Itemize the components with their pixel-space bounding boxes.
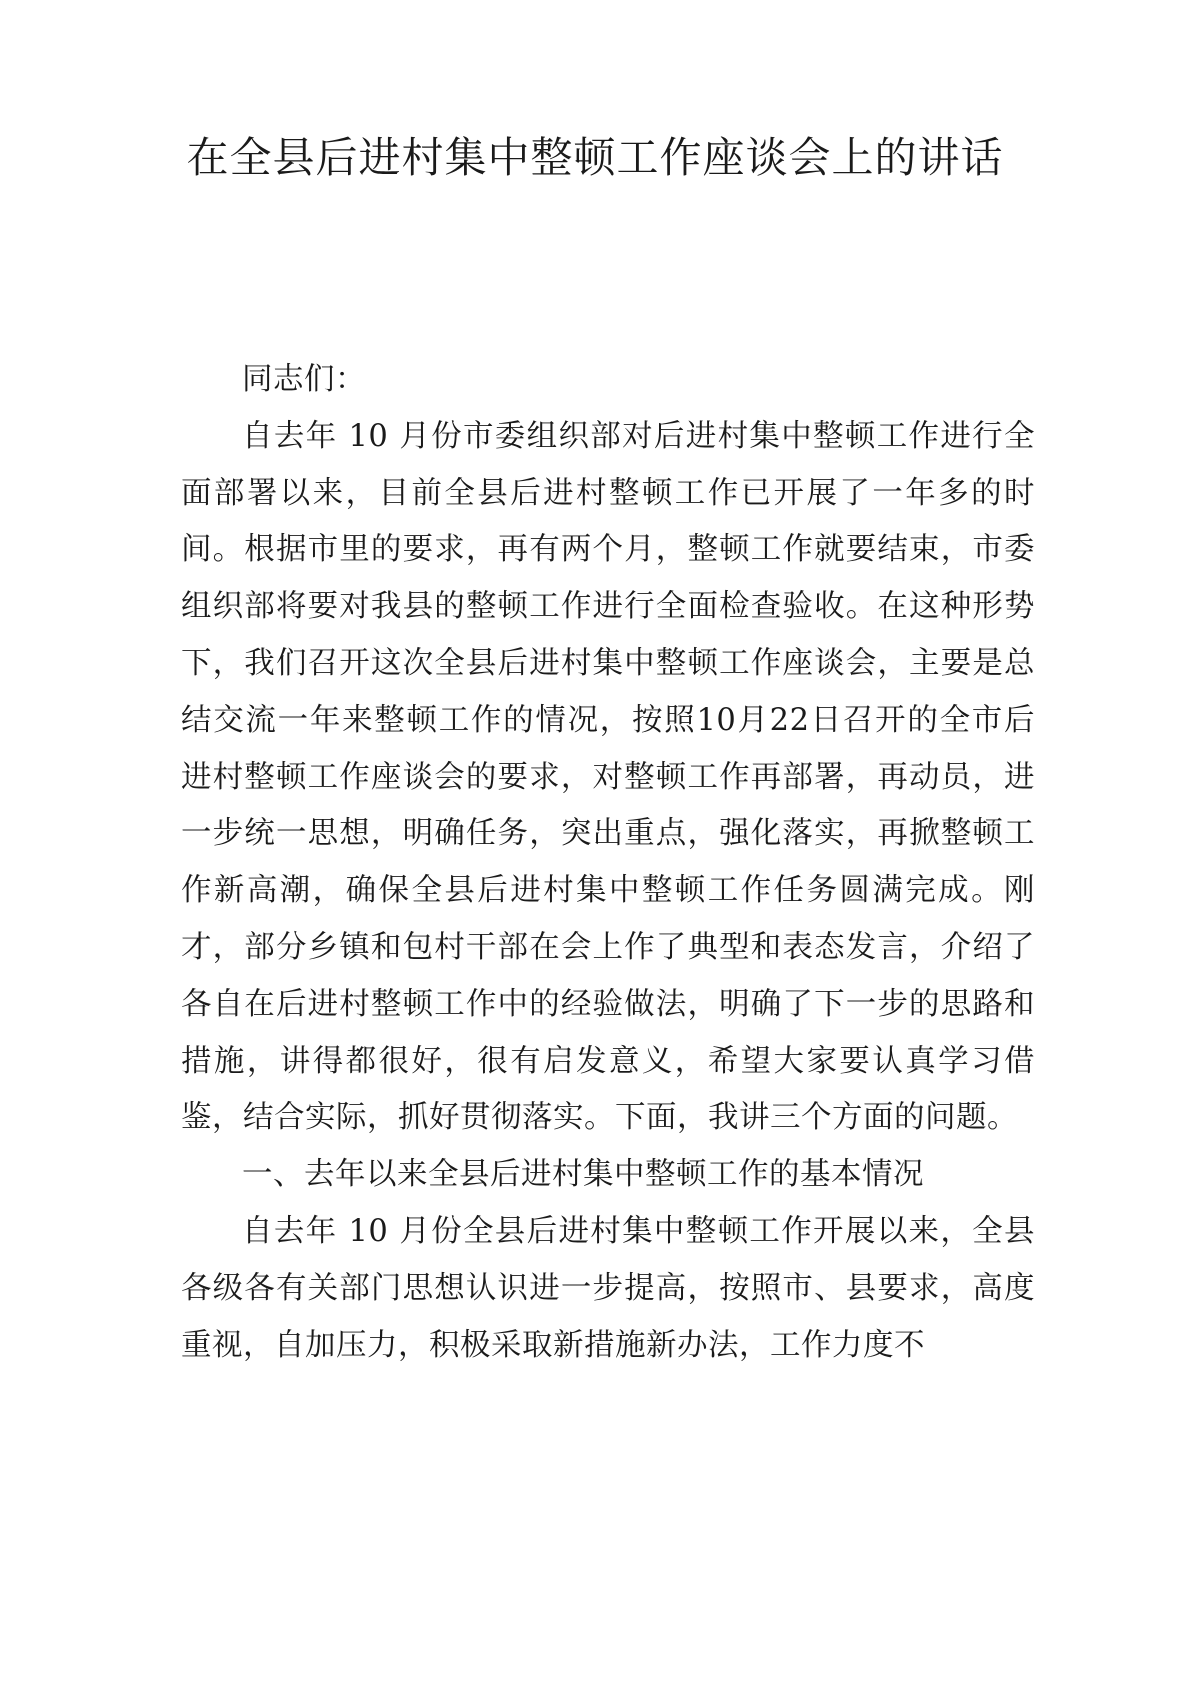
document-title: 在全县后进村集中整顿工作座谈会上的讲话: [186, 133, 1004, 182]
salutation-paragraph: 同志们：: [242, 362, 366, 397]
section-heading: 一、去年以来全县后进村集中整顿工作的基本情况: [242, 1157, 924, 1193]
section-paragraph: 自去年 10 月份全县后进村集中整顿工作开展以来，全县各级各有关部门思想认识进一步提高，按照市、县要求，高度重视，自加压力，积极采取新措施新办法，工作力度不: [181, 1213, 1035, 1363]
intro-paragraph: 自去年 10 月份市委组织部对后进村集中整顿工作进行全面部署以来，目前全县后进村整顿工作已开展了一年多的时间。根据市里的要求，再有两个月，整顿工作就要结束，市委组织部将要对我县的整顿工作进行全面检查验收。在这种形势下，我们召开这次全县后进村集中整顿工作座谈会，主要是总结交流一年来整顿工作的情况，按照10月22日召开的全市后进村整顿工作座谈会的要求，对整顿工作再部署，再动员，进一步统一思想，明确任务，突出重点，强化落实，再掀整顿工作新高潮，确保全县后进村集中整顿工作任务圆满完成。刚才，部分乡镇和包村干部在会上作了典型和表态发言，介绍了各自在后进村整顿工作中的经验做法，明确了下一步的思路和措施，讲得都很好，很有启发意义，希望大家要认真学习借鉴，结合实际，抓好贯彻落实。下面，我讲三个方面的问题。: [181, 418, 1035, 1136]
document-body: [181, 352, 1035, 1374]
